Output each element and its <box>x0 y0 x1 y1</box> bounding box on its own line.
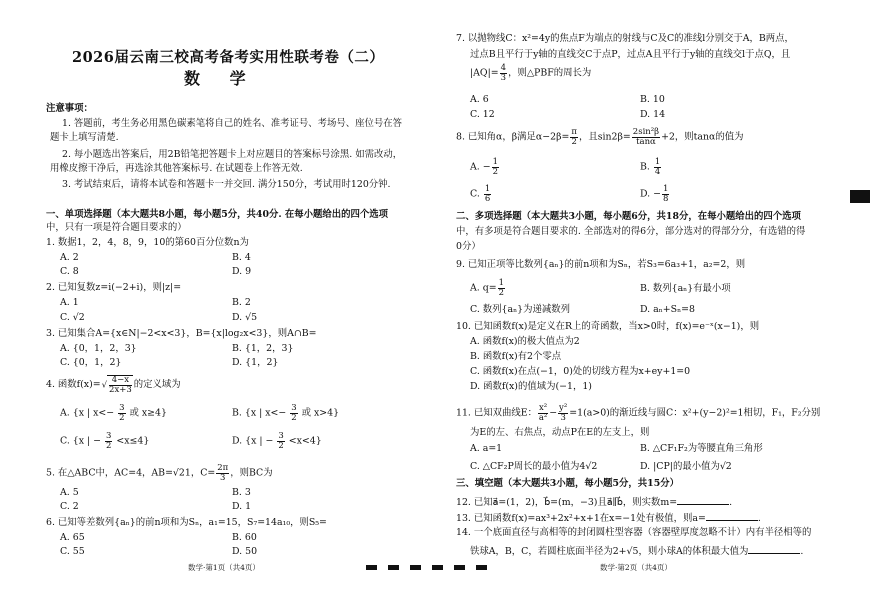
option: B. {1，2，3} <box>232 343 294 354</box>
question-13: 13. 已知函数f(x)=ax³+2x²+x+1在x=−1处有极值，则a= . <box>456 513 761 524</box>
option: B. 2 <box>232 297 251 308</box>
option: C. 55 <box>60 546 85 557</box>
frac-num: 1 <box>492 157 499 167</box>
q13-text: 13. 已知函数f(x)=ax³+2x²+x+1在x=−1处有极值，则a= <box>456 513 706 524</box>
question-7-line <box>470 64 591 82</box>
option: D. 9 <box>232 266 252 277</box>
frac-num: 1 <box>484 184 491 194</box>
option: A. {0，1，2，3} <box>60 343 137 354</box>
subject-title: 数 学 <box>184 69 258 88</box>
q5-num: 2π <box>217 463 229 473</box>
q8-text: ，且sin2β= <box>578 131 631 143</box>
section-2-line: 中，有多项是符合题目要求的. 全部选对的得6分，部分选对的得部分分，有选错的得 <box>456 226 806 237</box>
q5-den: 3 <box>220 472 226 483</box>
question-4 <box>46 375 181 394</box>
q5-text: 5. 在△ABC中，AC=4，AB=√21，C= <box>46 467 216 479</box>
q4-den: 2x+3 <box>109 384 132 395</box>
option: D. √5 <box>232 312 258 323</box>
notes-heading: 注意事项： <box>46 103 93 114</box>
option-b <box>640 158 662 176</box>
frac-num: 1 <box>654 157 661 167</box>
option: B. 60 <box>232 532 257 543</box>
option: D. 14 <box>640 109 666 120</box>
frac-den: 6 <box>484 193 491 204</box>
frac-den: 3 <box>560 412 566 423</box>
question-8 <box>456 128 744 146</box>
q4-radical: √ $\frac{4-x}{2x+3}$ <box>101 375 132 395</box>
option: D. 50 <box>232 546 258 557</box>
section-2-line: 0分） <box>456 241 481 252</box>
section-1-heading <box>46 209 388 221</box>
option: C. 12 <box>470 109 495 120</box>
q4-num: 4−x <box>109 376 132 386</box>
option: C. √2 <box>60 312 85 323</box>
note-line: 3. 考试结束后，请将本试卷和答题卡一并交回. 满分150分，考试用时120分钟. <box>62 179 391 190</box>
option: A. 5 <box>60 487 79 498</box>
question-1: 1. 数据1，2，4，8，9，10的第60百分位数n为 <box>46 237 249 248</box>
option-label: A. q= <box>470 282 497 294</box>
note-line: 题卡上填写清楚. <box>50 132 119 143</box>
option: C. △CF₂P周长的最小值为4√2 <box>470 461 598 472</box>
option: C. 数列{aₙ}为递减数列 <box>470 304 570 315</box>
page-2 <box>440 0 870 599</box>
question-7-line: 7. 以抛物线C：x²=4y的焦点F为端点的射线与C及C的准线l分别交于A，B两点， <box>456 33 794 44</box>
frac-num: 1 <box>663 184 669 194</box>
section-2-line: 二、多项选择题（本大题共3小题，每小题6分，共18分，在每小题给出的四个选项 <box>456 211 801 222</box>
frac-num: y² <box>559 403 568 413</box>
note-line: 1. 答题前，考生务必用黑色碳素笔将自己的姓名、准考证号、考场号、座位号在答 <box>62 118 403 129</box>
q5-tail: ，则BC为 <box>230 467 273 479</box>
option: C. 函数f(x)在点(−1，0)处的切线方程为x+ey+1=0 <box>470 366 691 377</box>
question-9: 9. 已知正项等比数列{aₙ}的前n项和为Sₙ，若S₃=6a₃+1，a₂=2，则 <box>456 259 746 270</box>
exam-title: 2026届云南三校高考备考实用性联考卷（二） <box>72 49 385 66</box>
question-14-line: 14. 一个底面直径与高相等的封闭圆柱型容器（容器壁厚度忽略不计）内有半径相等的 <box>456 527 812 538</box>
margin-marker <box>850 190 870 203</box>
frac-num: 1 <box>498 278 505 288</box>
page-footer: 数学·第1页（共4页） <box>188 563 260 572</box>
q11-text: 11. 已知双曲线E： <box>456 407 537 419</box>
option: D. 1 <box>232 501 252 512</box>
q8-num: π <box>571 127 577 137</box>
section-3-heading: 三、填空题（本大题共3小题，每小题5分，共15分） <box>456 478 679 489</box>
question-3: 3. 已知集合A={x∈N|−2<x<3}，B={x|log₂x<3}，则A∩B= <box>46 328 317 339</box>
question-2: 2. 已知复数z=i(−2+i)，则|z|= <box>46 282 182 293</box>
option: D. 函数f(x)的值域为(−1，1) <box>470 381 592 392</box>
question-10: 10. 已知函数f(x)是定义在R上的奇函数，当x>0时，f(x)=e⁻ˣ(x−1)，则 <box>456 321 760 332</box>
q8-text: 8. 已知角α，β满足α−2β= <box>456 131 570 143</box>
answer-blank[interactable] <box>748 544 800 554</box>
option: B. 函数f(x)有2个零点 <box>470 351 562 362</box>
option-d: D. {x | − $\frac{3}{2}$ <x<4} <box>232 431 322 451</box>
option-a: A. {x | x<− $\frac{3}{2}$ 或 x≥4} <box>60 403 167 423</box>
q7-num: 4 <box>500 63 507 73</box>
q7-den: 3 <box>500 72 507 83</box>
option: B. 3 <box>232 487 251 498</box>
option: D. |CP|的最小值为√2 <box>640 461 732 472</box>
option-label: C. <box>60 435 70 447</box>
option-c <box>470 185 492 203</box>
option-a <box>470 158 500 176</box>
option: C. 8 <box>60 266 79 277</box>
q4-text: 4. 函数f(x)= <box>46 379 101 390</box>
frac-num: x² <box>538 403 548 413</box>
q11-tail: =1(a>0)的渐近线与圆C：x²+(y−2)²=1相切，F₁，F₂分别 <box>569 407 821 419</box>
option: B. △CF₁F₂为等腰直角三角形 <box>640 443 763 454</box>
option-label: B. <box>640 161 650 173</box>
binding-mark <box>388 565 399 570</box>
section-2-heading <box>456 211 801 223</box>
q8-den: tanα <box>636 136 656 147</box>
option-b: B. {x | x<− $\frac{3}{2}$ 或 x>4} <box>232 403 340 423</box>
option-label: C. <box>470 188 480 200</box>
option-label: A. − <box>470 161 491 173</box>
q12-text: 12. 已知a⃗=(1，2)，b⃗=(m，−3)且a⃗∥b⃗，则实数m= <box>456 497 678 508</box>
question-12: 12. 已知a⃗=(1，2)，b⃗=(m，−3)且a⃗∥b⃗，则实数m= . <box>456 497 733 508</box>
binding-mark <box>366 565 377 570</box>
option: A. 函数f(x)的极大值点为2 <box>470 336 580 347</box>
option: C. {0，1，2} <box>60 357 122 368</box>
option: B. 10 <box>640 94 665 105</box>
option-label: A. <box>60 407 70 419</box>
question-5 <box>46 464 273 482</box>
option: B. 数列{aₙ}有最小项 <box>640 283 731 294</box>
option: A. 1 <box>60 297 79 308</box>
question-7-line: 过点B且平行于y轴的直线交C于点P，过点A且平行于y轴的直线交l于点Q，且 <box>470 49 791 60</box>
question-14-line: 铁球A，B，C，若圆柱底面半径为2+√5，则小球A的体积最大值为 . <box>470 546 804 557</box>
answer-blank[interactable] <box>706 511 758 521</box>
option: A. 2 <box>60 252 79 263</box>
frac-den: 8 <box>663 193 669 204</box>
option-a <box>470 279 506 297</box>
note-line: 用橡皮擦干净后，再选涂其他答案标号. 在试题卷上作答无效. <box>50 163 303 174</box>
option: D. {1，2} <box>232 357 279 368</box>
option: D. aₙ+Sₙ=8 <box>640 304 695 315</box>
page-footer: 数学·第2页（共4页） <box>600 563 672 572</box>
q8-den: 2 <box>571 136 577 147</box>
frac-den: a² <box>538 412 548 423</box>
option: A. 6 <box>470 94 489 105</box>
q14-text: 铁球A，B，C，若圆柱底面半径为2+√5，则小球A的体积最大值为 <box>470 546 749 557</box>
option-label: B. <box>232 407 242 419</box>
note-line: 2. 每小题选出答案后，用2B铅笔把答题卡上对应题目的答案标号涂黑. 如需改动， <box>62 149 403 160</box>
option-c: C. {x | − $\frac{3}{2}$ <x≤4} <box>60 431 150 451</box>
option-d <box>640 185 670 203</box>
option-label: D. <box>232 435 243 447</box>
question-11 <box>456 404 820 422</box>
q8-tail: +2，则tanα的值为 <box>661 131 744 143</box>
option: A. 65 <box>60 532 85 543</box>
frac-den: 2 <box>492 166 499 177</box>
option: C. 2 <box>60 501 79 512</box>
question-6: 6. 已知等差数列{aₙ}的前n项和为Sₙ，a₁=15，S₇=14a₁₀，则S₅= <box>46 517 327 528</box>
binding-mark <box>410 565 421 570</box>
q11-text: − <box>549 407 558 419</box>
option-label: D. − <box>640 188 661 200</box>
frac-den: 4 <box>654 166 661 177</box>
q7-tail: ，则△PBF的周长为 <box>508 67 592 79</box>
answer-blank[interactable] <box>677 495 729 505</box>
option: B. 4 <box>232 252 251 263</box>
section-1-line: 一、单项选择题（本大题共8小题，每小题5分，共40分. 在每小题给出的四个选项 <box>46 209 388 220</box>
q8-num: 2sin²β <box>632 127 660 137</box>
question-11-line: 为E的左、右焦点，动点P在E的左支上，则 <box>470 427 650 438</box>
frac-den: 2 <box>498 287 505 298</box>
q7-text: |AQ|= <box>470 67 499 79</box>
q4-tail: 的定义域为 <box>133 379 181 390</box>
section-1-line: 中，只有一项是符合题目要求的） <box>46 222 187 233</box>
option: A. a=1 <box>470 443 503 454</box>
